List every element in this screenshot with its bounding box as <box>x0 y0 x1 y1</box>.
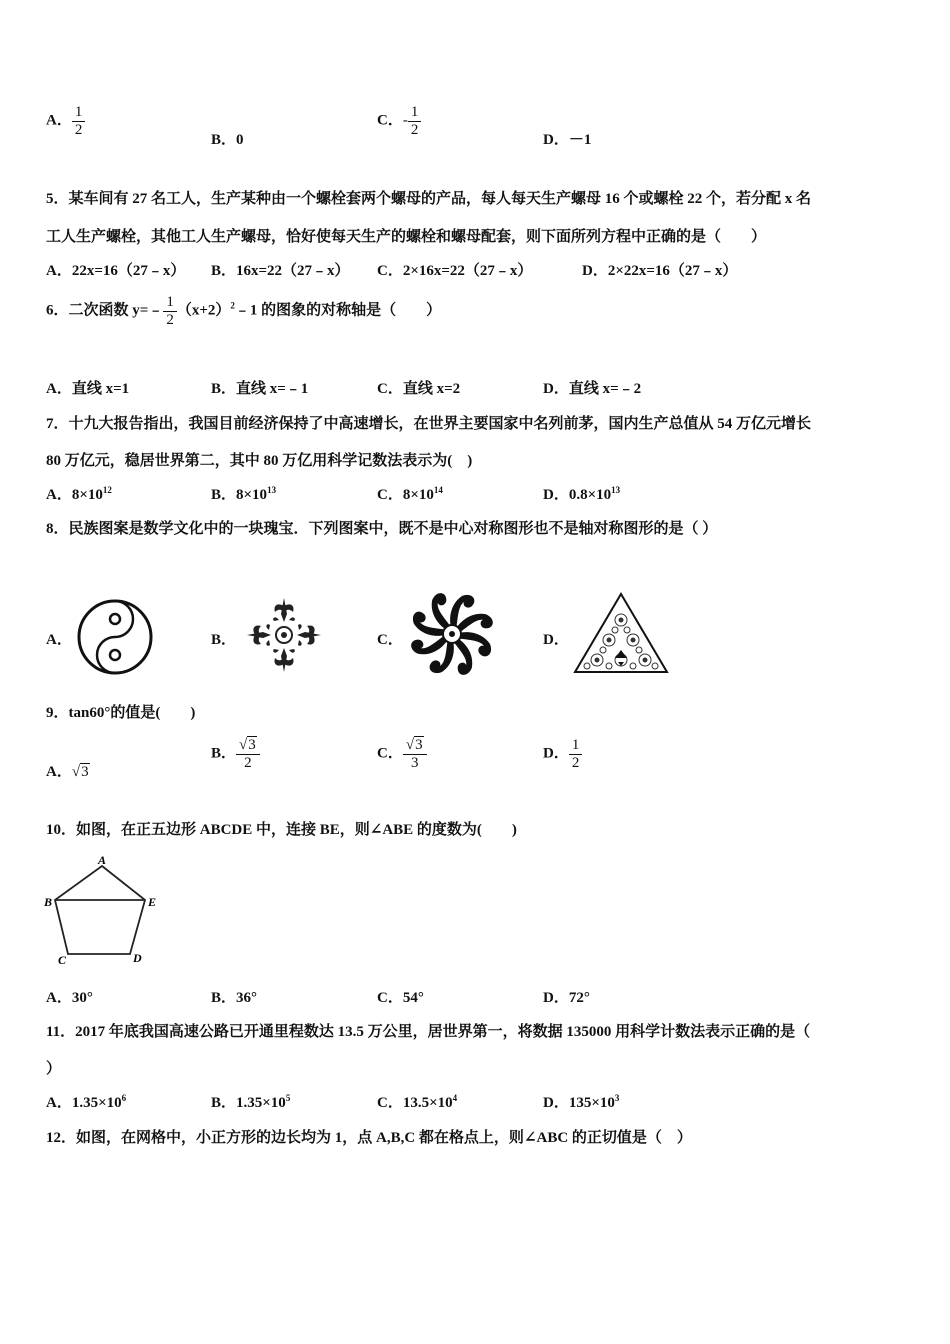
q5-stem-line2: 工人生产螺栓，其他工人生产螺母，恰好使每天生产的螺栓和螺母配套，则下面所列方程中正确的是（ ） <box>46 229 767 245</box>
q10-option-c: C．54° <box>377 990 424 1006</box>
q4-option-a: A． $\frac{1}{2}$ <box>46 104 85 138</box>
q6-option-b: B．直线 x=﹣1 <box>211 381 309 397</box>
square-root: √3 <box>71 764 89 780</box>
floral-cross-figure <box>241 592 327 678</box>
q9-option-c: C． $\frac{√3}{3}$ <box>377 737 427 771</box>
q7-stem-line2: 80 万亿元，稳居世界第二，其中 80 万亿用科学记数法表示为( ) <box>46 453 473 469</box>
fraction: $\frac{1}{2}$ <box>408 104 422 138</box>
q7-option-a: A．$8\times 10^{12}$ <box>46 485 112 503</box>
q5-stem-line1: 5．某车间有 27 名工人，生产某种由一个螺栓套两个螺母的产品，每人每天生产螺母 16 个或螺栓 22 个，若分配 x 名 <box>46 191 812 207</box>
q8-option-b-label: B． <box>211 632 237 648</box>
q5-option-b: B．16x=22（27﹣x） <box>211 263 350 279</box>
q9-option-b: B． $\frac{√3}{2}$ <box>211 737 260 771</box>
q7-stem-line1: 7．十九大报告指出，我国目前经济保持了中高速增长，在世界主要国家中名列前茅，国内生产总值从 54 万亿元增长 <box>46 416 812 432</box>
q10-stem: 10．如图，在正五边形 ABCDE 中，连接 BE，则∠ABE 的度数为( ) <box>46 822 517 838</box>
q7-option-b: B．$8\times 10^{13}$ <box>211 485 277 503</box>
q6-stem: 6．二次函数 y=﹣ $\frac{1}{2}$ $(x+2)^2﹣1$ 的图象的对称轴是（ ） <box>46 294 442 328</box>
q9-stem: 9．tan60°的值是( ) <box>46 705 196 721</box>
q11-option-d: D．$135\times 10^3$ <box>543 1093 620 1111</box>
vertex-d-label: D <box>133 951 142 965</box>
q8-option-a-label: A． <box>46 632 72 648</box>
q9-option-a: A．√3 <box>46 764 89 780</box>
q10-option-a: A．30° <box>46 990 93 1006</box>
q7-option-d: D．$0.8\times 10^{13}$ <box>543 485 621 503</box>
vertex-c-label: C <box>58 953 67 967</box>
q4-option-c: C．- $\frac{1}{2}$ <box>377 104 421 138</box>
pentagon-figure <box>40 852 170 970</box>
q6-option-d: D．直线 x=﹣2 <box>543 381 642 397</box>
q11-option-a: A．$1.35\times 10^6$ <box>46 1093 127 1111</box>
q11-option-b: B．$1.35\times 10^5$ <box>211 1093 291 1111</box>
q10-option-d: D．72° <box>543 990 590 1006</box>
vertex-b-label: B <box>44 895 53 909</box>
q9-option-d: D． $\frac{1}{2}$ <box>543 737 582 771</box>
q4-option-d: D．－1 <box>543 132 592 148</box>
q5-option-d: D．2×22x=16（27﹣x） <box>582 263 738 279</box>
yin-yang-figure <box>76 598 154 676</box>
fraction: $\frac{1}{2}$ <box>569 737 583 771</box>
q11-option-c: C．$13.5\times 10^4$ <box>377 1093 458 1111</box>
q7-option-c: C．$8\times 10^{14}$ <box>377 485 443 503</box>
q8-option-c-label: C． <box>377 632 403 648</box>
vertex-e-label: E <box>148 895 157 909</box>
q5-option-a: A．22x=16（27﹣x） <box>46 263 186 279</box>
q6-option-c: C．直线 x=2 <box>377 381 461 397</box>
q8-option-d-label: D． <box>543 632 569 648</box>
fraction: $\frac{1}{2}$ <box>72 104 86 138</box>
fraction: $\frac{1}{2}$ <box>163 294 177 328</box>
triangle-pattern-figure <box>573 592 669 676</box>
pinwheel-flower-figure <box>408 590 496 678</box>
fraction: $\frac{√3}{3}$ <box>403 737 427 771</box>
q5-option-c: C．2×16x=22（27﹣x） <box>377 263 533 279</box>
q4-option-b: B．0 <box>211 132 244 148</box>
q12-stem: 12．如图，在网格中，小正方形的边长均为 1，点 A,B,C 都在格点上，则∠ABC 的正切值是（ ） <box>46 1130 692 1146</box>
q8-stem: 8．民族图案是数学文化中的一块瑰宝．下列图案中，既不是中心对称图形也不是轴对称图形的是（ ） <box>46 521 718 537</box>
q11-stem-line2: ） <box>46 1061 62 1077</box>
q6-option-a: A．直线 x=1 <box>46 381 130 397</box>
q10-option-b: B．36° <box>211 990 258 1006</box>
q11-stem-line1: 11．2017 年底我国高速公路已开通里程数达 13.5 万公里，居世界第一，将数据 135000 用科学计数法表示正确的是（ <box>46 1024 811 1040</box>
fraction: $\frac{√3}{2}$ <box>236 737 260 771</box>
vertex-a-label: A <box>98 853 107 867</box>
